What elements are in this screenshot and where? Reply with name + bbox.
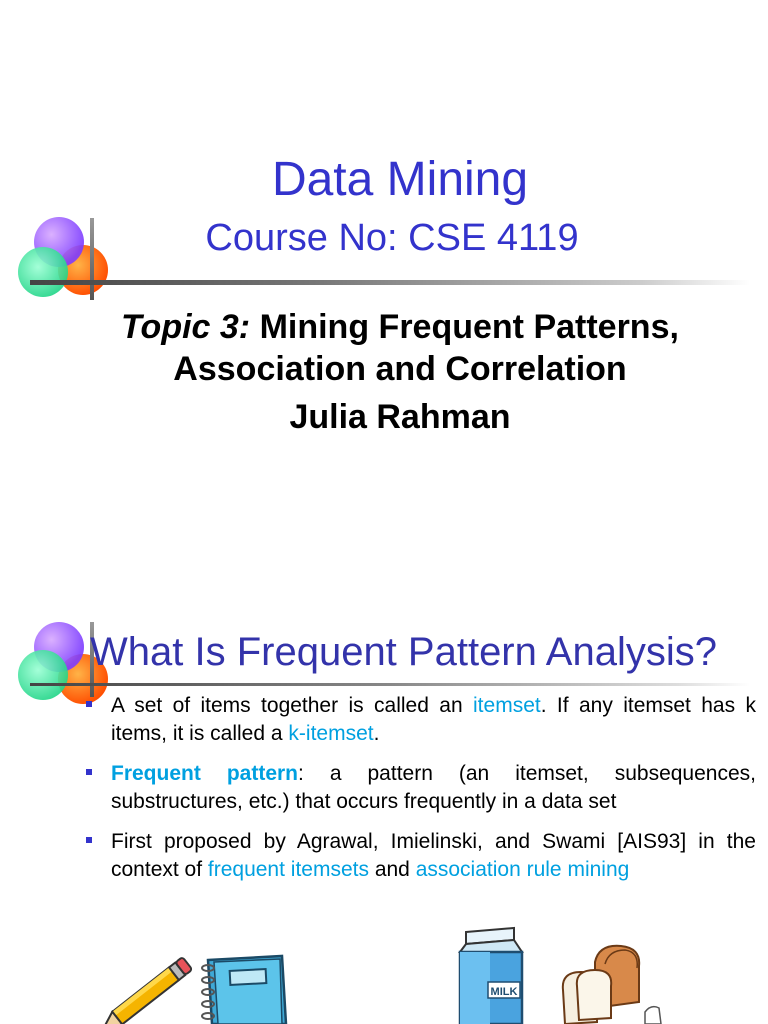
notebook-icon xyxy=(190,952,290,1024)
pencil-icon xyxy=(100,955,200,1024)
header-horizontal-rule xyxy=(30,683,750,686)
term-frequent-itemsets: frequent itemsets xyxy=(207,858,369,881)
topic-line-2: Association and Correlation xyxy=(173,350,627,388)
title-horizontal-rule xyxy=(30,280,750,285)
bullet-list xyxy=(84,692,756,896)
term-itemset: itemset xyxy=(473,694,541,717)
slide-title: What Is Frequent Pattern Analysis? xyxy=(90,630,717,674)
bullet-text: : a pattern (an itemset, subsequences, substructures, etc.) that occurs frequently in a data set xyxy=(111,762,756,813)
term-association-rule-mining: association rule mining xyxy=(415,858,630,881)
term-k-itemset: k-itemset xyxy=(288,722,374,745)
bullet-text: First proposed by Agrawal, Imielinski, and Swami [AIS93] in the context of xyxy=(111,830,756,881)
author-name: Julia Rahman xyxy=(289,398,511,436)
content-slide xyxy=(0,600,768,1024)
bullet-text: A set of items together is called an xyxy=(111,694,474,717)
bullet-text: . xyxy=(373,722,380,745)
topic-line-1: Mining Frequent Patterns, xyxy=(259,308,679,346)
milk-carton-icon xyxy=(450,922,535,1024)
course-number: Course No: CSE 4119 xyxy=(205,217,579,259)
milk-label: MILK xyxy=(490,986,518,998)
bread-icon xyxy=(555,942,665,1024)
bullet-itemset xyxy=(84,692,756,748)
presentation-title: Data Mining xyxy=(271,153,529,206)
bullet-frequent-pattern xyxy=(84,760,756,816)
bullet-text: and xyxy=(368,858,416,881)
topic-heading xyxy=(40,306,760,390)
bullet-text: . If any itemset has k items, it is called a xyxy=(111,694,756,745)
term-frequent-pattern: Frequent pattern xyxy=(111,762,298,785)
bullet-history xyxy=(84,828,756,884)
topic-prefix: Topic 3: xyxy=(121,308,251,346)
